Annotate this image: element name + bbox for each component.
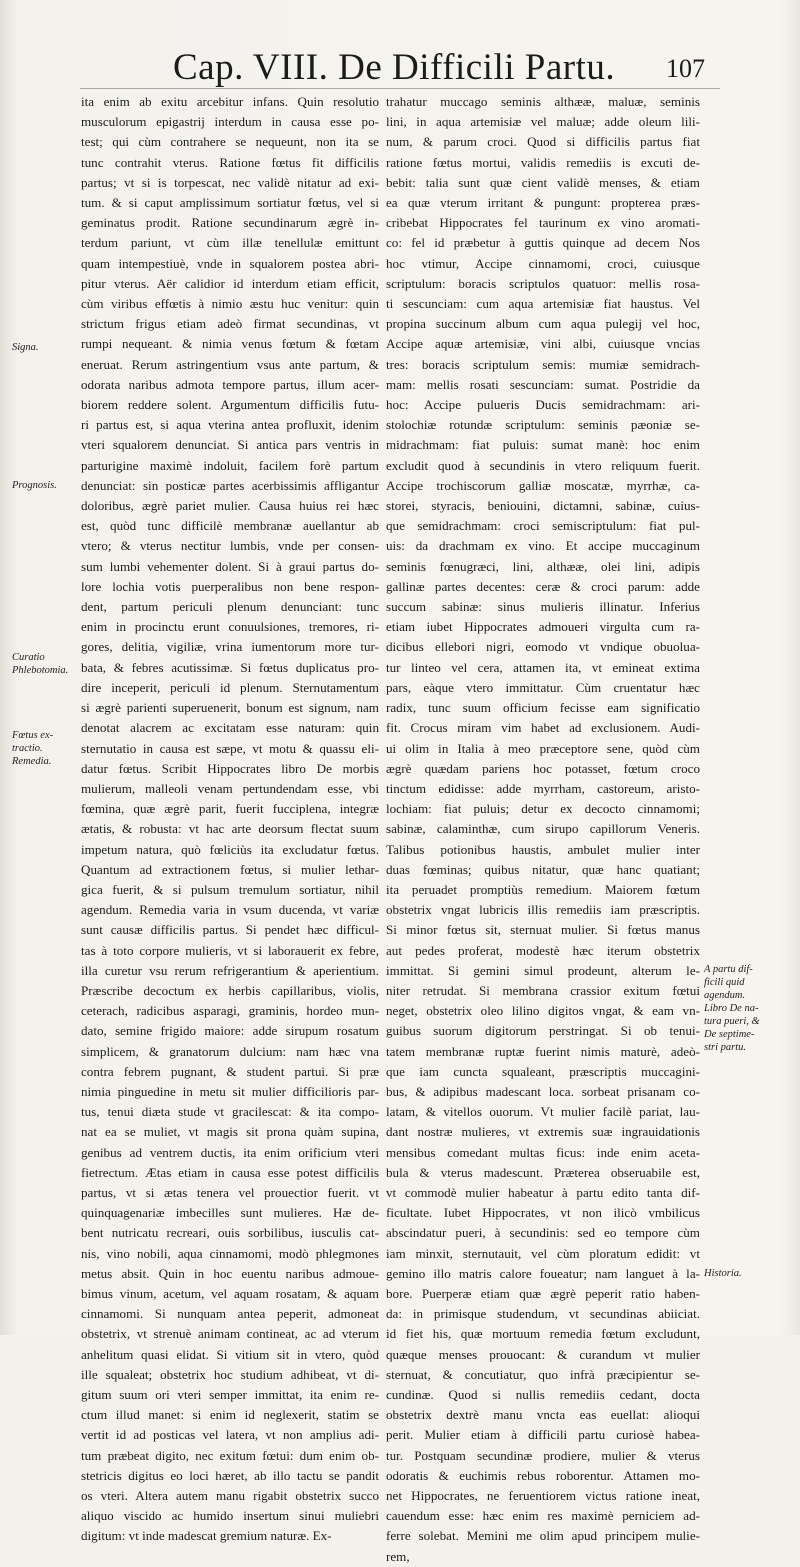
text-line: pitur vterus. Aër calidior id interdum etiam efficit, bbox=[81, 275, 379, 291]
text-line: mulierum, malleoli venam pertundendam esse, vbi bbox=[81, 780, 379, 796]
text-line: scriptulum: boracis scriptulos quatuor: mellis rosa- bbox=[386, 275, 700, 291]
text-line: immittat. Si gemini simul prodeunt, alterum le- bbox=[386, 962, 700, 978]
text-line: simplicem, & granatorum dulcium: nam hæc vna bbox=[81, 1043, 379, 1059]
text-line: digitum: vt inde madescat gremium naturæ. Ex- bbox=[81, 1528, 332, 1544]
text-line: excludit quod à secundinis in vtero reliquum fuerit. bbox=[386, 457, 700, 473]
text-line: impetum natura, quò fœliciùs ita excludatur fœtus. bbox=[81, 841, 379, 857]
text-line: odorata naribus admota tempore partus, illum acer- bbox=[81, 376, 379, 392]
text-line: ti sescunciam: cum aqua artemisiæ fiat haustus. Vel bbox=[386, 296, 700, 312]
left-text-column bbox=[81, 92, 379, 1547]
text-line: ficultate. Iubet Hippocrates, vt non ilicò vmbilicus bbox=[386, 1205, 700, 1221]
text-line: bebit: talia sunt quæ cient validè menses, & etiam bbox=[386, 174, 700, 190]
text-line: dent, partum periculi plenum denunciant: tunc bbox=[81, 599, 379, 615]
text-line: enim in procinctu erunt conuulsiones, tremores, ri- bbox=[81, 619, 379, 635]
margin-note-a-partu-difficili bbox=[704, 963, 796, 1054]
text-line: est, quòd tunc difficilè membranæ auellantur ab bbox=[81, 518, 379, 534]
margin-note-line: Fœtus ex- bbox=[12, 730, 54, 741]
page-header bbox=[165, 40, 705, 92]
text-line: sternutatio in causa est sæpe, vt motu & quassu eli- bbox=[81, 740, 379, 756]
margin-note-line: A partu dif- bbox=[704, 964, 753, 975]
text-line: Talibus potionibus haustis, ambulet mulier inter bbox=[386, 841, 700, 857]
text-line: obstetrix dextrè manu vncta eas euellat: alioqui bbox=[386, 1407, 700, 1423]
text-line: vteri squalorem denunciat. Si antica pars ventris in bbox=[81, 437, 379, 453]
text-line: Si minor fœtus sit, sternuat mulier. Si fœtus manus bbox=[386, 922, 700, 938]
text-line: lochiam: fiat puluis; detur ex decocto cinnamomi; bbox=[386, 801, 700, 817]
text-line: agendum. Remedia varia in vsum ducenda, vt variæ bbox=[81, 902, 379, 918]
margin-note-line: De septime- bbox=[704, 1029, 755, 1040]
text-line: duas fœminas; quibus nitatur, quæ hanc quatiant; bbox=[386, 861, 700, 877]
text-line: sum lumbi vehementer dolent. Si à graui partus do- bbox=[81, 558, 379, 574]
text-line: ctum illud manet: si enim id neglexerit, statim se bbox=[81, 1407, 379, 1423]
text-line: cribebat Hippocrates fel taurinum ex vino aromati- bbox=[386, 215, 700, 231]
margin-note-line: ficili quid bbox=[704, 977, 745, 988]
text-line: que semidrachmam: croci semiscriptulum: fiat pul- bbox=[386, 518, 700, 534]
text-line: obstetrix, vt strenuè animam contineat, ac ad vterum bbox=[81, 1326, 379, 1342]
text-line: partus, vt si ætas tenera vel prouectior fuerit. vt bbox=[81, 1184, 379, 1200]
text-line: sternuat, & concutiatur, quo infrà præcipientur se- bbox=[386, 1366, 700, 1382]
text-line: ille squaleat; obstetrix hoc studium adhibeat, vt di- bbox=[81, 1366, 379, 1382]
text-line: ferre solebat. Memini me olim apud principem mulie- bbox=[386, 1528, 700, 1544]
text-line: terdum pariunt, vt cùm illæ tenellulæ emittunt bbox=[81, 235, 379, 251]
text-line: quinquagenariæ imbecilles sunt mulieres. Hæ de- bbox=[81, 1205, 379, 1221]
text-line: datur fœtus. Scribit Hippocrates libro De morbis bbox=[81, 760, 379, 776]
text-line: si ægrè parienti superuenerit, bonum est signum, nam bbox=[81, 700, 379, 716]
text-line: odoratis & euchimis rebus roborentur. Attamen mo- bbox=[386, 1467, 700, 1483]
page-number: 107 bbox=[666, 54, 705, 83]
text-line: vertit id ad posticas vel latera, vt non amplius adi- bbox=[81, 1427, 379, 1443]
text-line: dire inceperit, periculi id plenum. Sternutamentum bbox=[81, 679, 379, 695]
text-line: strictum frigus etiam adeò firmat secundinas, vt bbox=[81, 316, 379, 332]
text-line: que iam cuncta squaleant, præscriptis muccagini- bbox=[386, 1063, 700, 1079]
text-line: tus, tenui diæta stude vt gracilescat: & ita compo- bbox=[81, 1104, 379, 1120]
text-line: bula & vterus madescunt. Præterea obseruabile est, bbox=[386, 1164, 700, 1180]
margin-note-foetus-extractio bbox=[12, 729, 76, 768]
text-line: fietrectum. Ætas etiam in causa esse potest difficilis bbox=[81, 1164, 379, 1180]
text-line: latam, & vitellos ouorum. Vt mulier facilè pariat, lau- bbox=[386, 1104, 700, 1120]
text-line: gitum suum ori vteri semper immittat, ita enim re- bbox=[81, 1387, 379, 1402]
header-rule bbox=[80, 88, 720, 89]
text-line: aut pedes proferat, modestè hæc iterum obstetrix bbox=[386, 942, 700, 958]
text-line: propina succinum album cum aqua pulegij vel hoc, bbox=[386, 316, 700, 332]
text-line: dant nostræ mulieres, vt extremis suæ ingrauidationis bbox=[386, 1124, 700, 1140]
text-line: ratione fœtus mortui, validis remediis is excuti de- bbox=[386, 154, 700, 170]
text-line: gemino illo matris calore foueatur; nam languet à la- bbox=[386, 1265, 700, 1281]
text-line: iam minxit, sternutauit, vel cùm ploratum edidit: vt bbox=[386, 1245, 700, 1261]
margin-note-curatio bbox=[12, 651, 76, 677]
text-line: quæque menses prouocant: & curandum vt mulier bbox=[386, 1346, 700, 1362]
margin-note-line: stri partu. bbox=[704, 1042, 747, 1053]
text-line: obstetrix vngat lubricis illis remediis iam præscriptis. bbox=[386, 902, 700, 918]
text-line: genibus ad ventrem ductis, ita enim orificium vteri bbox=[81, 1144, 379, 1160]
text-line: fœmina, quæ ægrè parit, fuerit fucciplena, integræ bbox=[81, 801, 379, 817]
text-line: contra febrem pugnant, & student partui. Si præ bbox=[81, 1063, 379, 1079]
margin-note-line: agendum. bbox=[704, 990, 746, 1001]
text-line: cauendum esse: hæc enim res maximè perniciem ad- bbox=[386, 1508, 700, 1524]
text-line: perit. Mulier etiam à difficili partu curiosè habea- bbox=[386, 1427, 700, 1443]
text-line: nat ea se muliet, vt magis sit prona quàm supina, bbox=[81, 1124, 379, 1140]
text-line: bus, & adipibus madescant loca. sorbeat prisanam co- bbox=[386, 1083, 700, 1099]
text-line: aliquo viscido ac humido insertum sinui muliebri bbox=[81, 1508, 379, 1524]
margin-note-line: Remedia. bbox=[12, 756, 52, 767]
margin-note-historia bbox=[704, 1267, 796, 1280]
text-line: rem, bbox=[386, 1548, 410, 1564]
text-line: Quantum ad extractionem fœtus, si mulier lethar- bbox=[81, 861, 379, 877]
text-line: denotat alacrem ac excitatam esse naturam: quin bbox=[81, 720, 379, 736]
text-line: ita enim ab exitu arcebitur infans. Quin resolutio bbox=[81, 94, 379, 109]
text-line: rumpi nequeant. & nimia venus fœtum & fœtam bbox=[81, 336, 379, 352]
text-line: tres: boracis scriptulum semis: mumiæ semidrach- bbox=[386, 356, 700, 372]
text-line: hoc vtimur, Accipe cinnamomi, croci, cuiusque bbox=[386, 255, 700, 271]
text-line: test; qui cùm contrahere se nequeunt, non ita se bbox=[81, 134, 379, 150]
text-line: parturigine maximè indoluit, facilem forè partum bbox=[81, 457, 379, 473]
text-line: abscindatur pueri, à secundinis: sed eo tempore cùm bbox=[386, 1225, 700, 1241]
text-line: seminis fœnugræci, lini, althææ, olei lini, adipis bbox=[386, 558, 700, 574]
text-line: midrachmam: fiat puluis: sumat manè: hoc enim bbox=[386, 437, 700, 453]
text-line: cundinæ. Quod si nullis remediis cedant, docta bbox=[386, 1387, 700, 1402]
text-line: succum sabinæ: sinus mulieris illinatur. Inferius bbox=[386, 599, 700, 615]
margin-note-prognosis bbox=[12, 479, 76, 492]
text-line: metus absit. Quin in hoc euentu naribus admoue- bbox=[81, 1265, 379, 1281]
text-line: bore. Puerperæ etiam quæ ægrè peperit ratio haben- bbox=[386, 1285, 700, 1301]
text-line: eneruat. Rerum astringentium vsus ante partum, & bbox=[81, 356, 379, 372]
text-line: sunt causæ difficilis partus. Si pendet hæc difficul- bbox=[81, 922, 379, 938]
text-line: ætatis, & robusta: vt hac arte deorsum flectat suum bbox=[81, 821, 379, 837]
text-line: mensibus comedant multas ficus: inde enim aceta- bbox=[386, 1144, 700, 1160]
text-line: num, & parum croci. Quod si difficilis partus fiat bbox=[386, 134, 700, 150]
text-line: pars, eàque vtero immittatur. Cùm cruentatur hæc bbox=[386, 679, 700, 695]
text-line: ægrè quædam pariens hoc potasset, fœtum croco bbox=[386, 760, 700, 776]
text-line: bent nutricatu recreari, ouis sorbilibus, iusculis cat- bbox=[81, 1225, 379, 1241]
text-line: illa curetur vsu rerum refrigerantium & aperientium. bbox=[81, 962, 379, 978]
text-line: nis, vino nobili, aqua cinnamomi, modò phlegmones bbox=[81, 1245, 379, 1261]
margin-note-line: Libro De na- bbox=[704, 1003, 759, 1014]
text-line: dicibus ellebori nigri, eomodo vt vndique obuolua- bbox=[386, 639, 700, 655]
text-line: doloribus, ægrè pariet mulier. Causa huius rei hæc bbox=[81, 498, 379, 514]
text-line: partus; vt si is torpescat, nec validè nitatur ad exi- bbox=[81, 174, 379, 190]
text-line: da: in primisque studendum, vt secundinas abiiciat. bbox=[386, 1306, 700, 1322]
text-line: gica fuerit, & si pulsum tremulum sortiatur, nihil bbox=[81, 881, 379, 897]
text-line: guibus suorum digitorum perstringat. Si ob tenui- bbox=[386, 1023, 700, 1039]
text-line: nimia pinguedine in metu sit mulier difficilioris par- bbox=[81, 1083, 379, 1099]
text-line: mam: mellis rosati sescunciam: sumat. Postridie da bbox=[386, 376, 700, 392]
text-line: id fiet his, quæ mortuum remedia fœtum excludunt, bbox=[386, 1326, 700, 1342]
text-line: cùm viribus effœtis à nimio æstu huc venitur: quin bbox=[81, 296, 379, 312]
text-line: os vteri. Altera autem manu rigabit obstetrix succo bbox=[81, 1488, 379, 1504]
text-line: stetricis digitus eo loci hæret, ab illo tactu se pandit bbox=[81, 1467, 379, 1483]
text-line: vt commodè mulier habeatur à partu edito tanta dif- bbox=[386, 1184, 700, 1200]
text-line: etiam iubet Hippocrates admoueri virgulta cum ra- bbox=[386, 619, 700, 635]
text-line: cinnamomi. Si nunquam antea peperit, admoneat bbox=[81, 1306, 379, 1322]
running-title: Cap. VIII. De Difficili Partu. bbox=[173, 47, 616, 88]
text-line: bata, & febres acutissimæ. Si fœtus duplicatus pro- bbox=[81, 659, 379, 675]
text-line: tas à toto corpore mulieris, vt si laborauerit ex febre, bbox=[81, 942, 379, 958]
text-line: Præscribe decoctum ex herbis capillaribus, violis, bbox=[81, 982, 379, 998]
text-line: stolochiæ rotundæ scriptulum: seminis pæoniæ se- bbox=[386, 417, 700, 433]
text-line: Accipe aquæ artemisiæ, vini albi, cuiusque vncias bbox=[386, 336, 700, 352]
text-line: lini, in aqua artemisiæ vel maluæ; adde oleum lili- bbox=[386, 114, 700, 130]
text-line: fit. Crocus miram vim habet ad exclusionem. Audi- bbox=[386, 720, 700, 736]
text-line: gallinæ partes decentes: ceræ & croci parum: adde bbox=[386, 578, 700, 594]
text-line: co: fel id præbetur à guttis quinque ad decem Nos bbox=[386, 235, 700, 251]
margin-note-line: Signa. bbox=[12, 342, 39, 353]
text-line: niter retrudat. Si membrana crassior exitum fœtui bbox=[386, 982, 700, 998]
text-line: net Hippocrates, ne feruentiorem victus ratione ineat, bbox=[386, 1488, 700, 1504]
text-line: tur linteo vel cera, attamen ita, vt emineat extima bbox=[386, 659, 700, 675]
text-line: radix, tunc suum officium fecisse eam significatio bbox=[386, 700, 700, 716]
text-line: tum. & si caput amplissimum sortiatur fœtus, vel si bbox=[81, 195, 379, 211]
margin-note-line: Historia. bbox=[704, 1268, 742, 1279]
text-line: tum præbeat digito, nec exitum fœtui: dum enim ob- bbox=[81, 1447, 379, 1463]
text-line: Accipe trochiscorum galliæ moscatæ, myrrhæ, ca- bbox=[386, 477, 700, 493]
text-line: quam intempestiuè, vnde in squalorem postea abri- bbox=[81, 255, 379, 271]
text-line: ita peruadet promptiùs remedium. Maiorem fœtum bbox=[386, 881, 700, 897]
text-line: ceterach, radicibus asparagi, graminis, hordeo mun- bbox=[81, 1003, 379, 1019]
text-line: dato, semine frigido maiore: adde sirupum rosatum bbox=[81, 1023, 379, 1039]
margin-note-line: Curatio bbox=[12, 652, 45, 663]
text-line: lore lochia votis puerperalibus non bene respon- bbox=[81, 578, 379, 594]
text-line: trahatur muccago seminis althææ, maluæ, seminis bbox=[386, 94, 700, 109]
text-line: tunc contrahit vterus. Ratione fœtus fit difficilis bbox=[81, 154, 379, 170]
text-line: hoc: Accipe pulueris Ducis semidrachmam: ari- bbox=[386, 397, 700, 413]
text-line: tur. Postquam secundinæ prodiere, mulier & vterus bbox=[386, 1447, 700, 1463]
text-line: denunciat: sin posticæ partes acerbissimis affligantur bbox=[81, 477, 379, 493]
text-line: bimus vinum, acetum, vel aquam rosatam, & aquam bbox=[81, 1285, 379, 1301]
margin-note-line: Prognosis. bbox=[12, 480, 57, 491]
text-line: neget, obstetrix oleo lilino digitos vngat, & eam vn- bbox=[386, 1003, 700, 1019]
right-text-column bbox=[386, 92, 700, 1567]
text-line: biorem reddere solent. Argumentum difficilis futu- bbox=[81, 397, 379, 413]
text-line: tinctum edidisse: adde myrrham, castoreum, aristo- bbox=[386, 780, 700, 796]
text-line: ui olim in Italia à meo præceptore sene, quòd cùm bbox=[386, 740, 700, 756]
margin-note-line: tura pueri, & bbox=[704, 1016, 760, 1027]
text-line: musculorum epigastrij interdum in causa esse po- bbox=[81, 114, 379, 130]
text-line: tatem membranæ ruptæ fuerint nimis maturè, adeò- bbox=[386, 1043, 700, 1059]
text-line: vtero; & vterus nectitur lumbis, vnde per consen- bbox=[81, 538, 379, 554]
margin-note-signa bbox=[12, 341, 76, 354]
text-line: sabinæ, calaminthæ, cum sirupo capillorum Veneris. bbox=[386, 821, 700, 837]
text-line: ri partus est, si aqua vterina antea profluxit, idenim bbox=[81, 417, 379, 433]
margin-note-line: tractio. bbox=[12, 743, 43, 754]
text-line: gores, delitia, vigiliæ, vrina iumentorum more tur- bbox=[81, 639, 379, 655]
text-line: geminatus prodit. Ratione secundinarum ægrè in- bbox=[81, 215, 379, 231]
margin-note-line: Phlebotomia. bbox=[12, 665, 69, 676]
text-line: uis: da drachmam ex vino. Et accipe muccaginum bbox=[386, 538, 700, 554]
text-line: ea quæ vterum irritant & pungunt: propterea præs- bbox=[386, 195, 700, 211]
text-line: anhelitum quasi elidat. Si vitium sit in vtero, quòd bbox=[81, 1346, 379, 1362]
text-line: storei, styracis, beniouini, dictamni, sabinæ, cuius- bbox=[386, 498, 700, 514]
